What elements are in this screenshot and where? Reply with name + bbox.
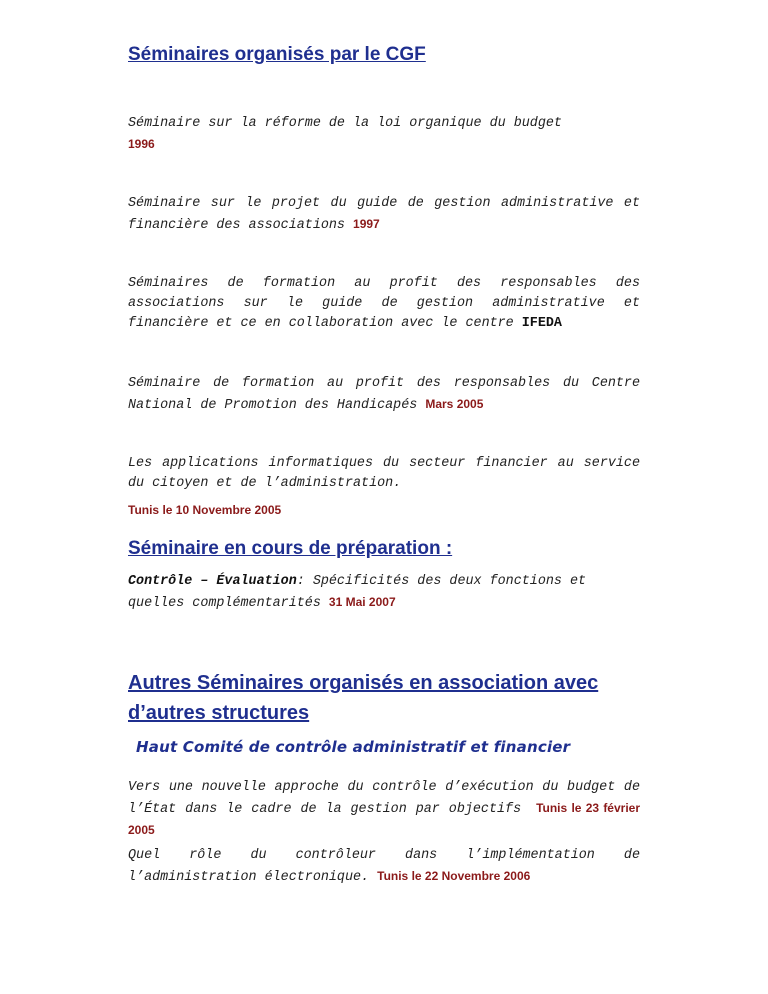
seminar-date: 1997: [353, 217, 380, 231]
seminar-date: Mars 2005: [425, 397, 484, 411]
seminar-item: [128, 274, 640, 334]
seminar-item: [128, 194, 640, 236]
seminar-date: 31 Mai 2007: [328, 595, 396, 609]
seminar-text: Séminaire de formation au profit des responsables du Centre National de Promotion des Handicapés: [128, 376, 640, 413]
seminar-date: Tunis le 23 février 2005: [128, 801, 641, 837]
seminar-text: Vers une nouvelle approche du contrôle d’exécution du budget de l’État dans le cadre de la gestion par objectifs: [128, 780, 640, 817]
seminar-date: 1996: [128, 137, 155, 151]
seminar-text: Séminaires de formation au profit des responsables des associations sur le guide de gestion administrative et financière et ce en collaboration avec le centre: [128, 276, 640, 331]
seminar-item: [128, 374, 640, 416]
seminar-text: Séminaire sur le projet du guide de gestion administrative et financière des associations: [128, 196, 640, 233]
seminar-organization: IFEDA: [521, 316, 562, 331]
seminar-date: Tunis le 22 Novembre 2006: [377, 869, 531, 883]
section-title-cgf: Séminaires organisés par le CGF: [128, 44, 426, 65]
seminar-item: [128, 114, 640, 156]
seminar-text: Séminaire sur la réforme de la loi organique du budget: [128, 116, 562, 131]
seminar-item: [128, 572, 640, 614]
seminar-item: [128, 454, 640, 494]
section-title-other: Autres Séminaires organisés en association avec d’autres structures: [128, 672, 599, 724]
seminar-date: Tunis le 10 Novembre 2005: [128, 503, 282, 517]
seminar-item: [128, 778, 640, 842]
seminar-text: Les applications informatiques du secteur financier au service du citoyen et de l’administration.: [128, 456, 640, 491]
seminar-text: : Spécificités des deux fonctions et quelles complémentarités: [128, 574, 587, 611]
seminar-item: [128, 846, 640, 888]
committee-subtitle: Haut Comité de contrôle administratif et financier: [136, 738, 571, 756]
seminar-text: Quel rôle du contrôleur dans l’implémentation de l’administration électronique.: [128, 848, 640, 885]
section-title-preparation: Séminaire en cours de préparation :: [128, 538, 453, 559]
seminar-keyword: Contrôle – Évaluation: [128, 574, 297, 589]
